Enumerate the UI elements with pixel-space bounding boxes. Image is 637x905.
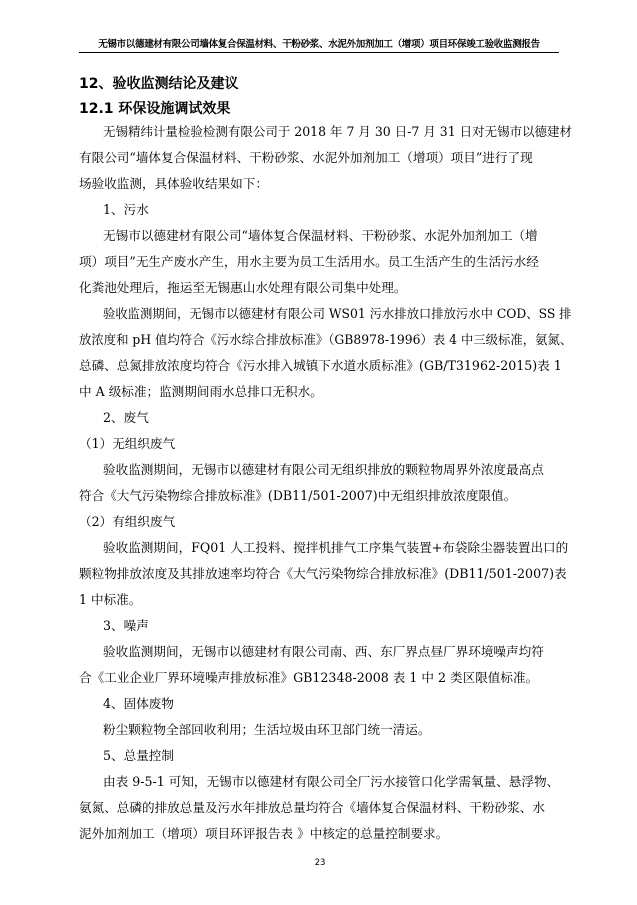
body-line: 化粪池处理后，拖运至无锡惠山水处理有限公司集中处理。 xyxy=(79,280,407,295)
body-line: 无锡市以德建材有限公司“墙体复合保温材料、干粉砂浆、水泥外加剂加工（增 xyxy=(103,228,538,243)
body-line: 场验收监测，具体验收结果如下： xyxy=(79,176,268,191)
item-heading: 4、固体废物 xyxy=(103,696,174,711)
item-heading: 2、废气 xyxy=(103,410,149,425)
body-line: 符合《大气污染物综合排放标准》(DB11/501-2007)中无组织排放浓度限值。 xyxy=(79,488,517,503)
body-line: 1 中标准。 xyxy=(79,592,142,607)
body-line: 由表 9-5-1 可知，无锡市以德建材有限公司全厂污水接管口化学需氧量、悬浮物、 xyxy=(103,774,560,789)
body-line: 放浓度和 pH 值均符合《污水综合排放标准》（GB8978-1996）表 4 中三级标准，氨氮、 xyxy=(79,332,573,347)
sub-item-heading: （1）无组织废气 xyxy=(79,436,176,451)
body-line: 验收监测期间，无锡市以德建材有限公司无组织排放的颗粒物周界外浓度最高点 xyxy=(103,462,544,477)
body-line: 验收监测期间，无锡市以德建材有限公司南、西、东厂界点昼厂界环境噪声均符 xyxy=(103,644,544,659)
body-line: 验收监测期间，无锡市以德建材有限公司 WS01 污水排放口排放污水中 COD、SS 排 xyxy=(103,306,572,321)
body-line: 颗粒物排放浓度及其排放速率均符合《大气污染物综合排放标准》(DB11/501-2007)表 xyxy=(79,566,567,581)
item-heading: 5、总量控制 xyxy=(103,748,174,763)
section-heading: 12、验收监测结论及建议 xyxy=(79,76,239,92)
item-heading: 1、污水 xyxy=(103,202,149,217)
page-number: 23 xyxy=(314,858,326,868)
body-line: 泥外加剂加工（增项）项目环评报告表 》中核定的总量控制要求。 xyxy=(79,826,449,841)
running-header: 无锡市以德建材有限公司墙体复合保温材料、干粉砂浆、水泥外加剂加工（增项）项目环保竣工验收监测报告 xyxy=(98,39,540,50)
sub-item-heading: （2）有组织废气 xyxy=(79,514,176,529)
body-line: 验收监测期间，FQ01 人工投料、搅拌机排气工序集气装置+布袋除尘器装置出口的 xyxy=(103,540,569,555)
body-line: 有限公司“墙体复合保温材料、干粉砂浆、水泥外加剂加工（增项）项目”进行了现 xyxy=(79,150,533,165)
body-line: 粉尘颗粒物全部回收利用；生活垃圾由环卫部门统一清运。 xyxy=(103,722,431,737)
subsection-heading: 12.1 环保设施调试效果 xyxy=(79,101,231,117)
item-heading: 3、噪声 xyxy=(103,618,149,633)
body-line: 无锡精纬计量检验检测有限公司于 2018 年 7 月 30 日-7 月 31 日对无锡市以德建材 xyxy=(103,124,573,139)
header-divider xyxy=(79,52,559,53)
body-line: 合《工业企业厂界环境噪声排放标准》GB12348-2008 表 1 中 2 类区限值标准。 xyxy=(79,670,539,685)
body-line: 氨氮、总磷的排放总量及污水年排放总量均符合《墙体复合保温材料、干粉砂浆、水 xyxy=(79,800,545,815)
body-line: 项）项目”无生产废水产生，用水主要为员工生活用水。员工生活产生的生活污水经 xyxy=(79,254,539,269)
body-line: 总磷、总氮排放浓度均符合《污水排入城镇下水道水质标准》(GB/T31962-2015)表 1 xyxy=(79,358,562,373)
body-line: 中 A 级标准；监测期间雨水总排口无积水。 xyxy=(79,384,323,399)
